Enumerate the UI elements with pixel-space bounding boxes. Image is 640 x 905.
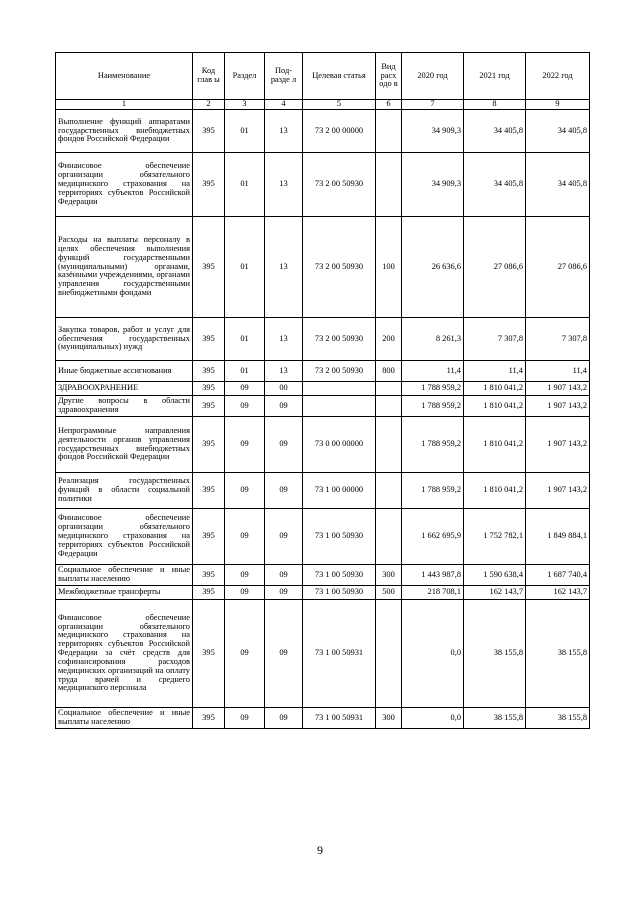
cell-podrazdel: 09 — [265, 586, 303, 600]
cell-name: Финансовое обеспечение организации обязательного медицинского страхования на территориях субъектов Российской Федерации за счёт средств для софинансирования расходов медицинских организаций на оплату труда врачей и среднего медицинского персонала — [56, 600, 193, 708]
cell-2022: 34 405,8 — [526, 110, 590, 153]
cell-podrazdel: 13 — [265, 217, 303, 318]
cell-expense-type — [376, 396, 402, 417]
cell-razdel: 09 — [225, 396, 265, 417]
cell-2022: 1 687 740,4 — [526, 565, 590, 586]
cell-glava: 395 — [193, 586, 225, 600]
cell-name: Иные бюджетные ассигнования — [56, 361, 193, 382]
cell-2022: 34 405,8 — [526, 153, 590, 217]
cell-razdel: 09 — [225, 382, 265, 396]
cell-2020: 1 443 987,8 — [402, 565, 464, 586]
cell-2020: 8 261,3 — [402, 318, 464, 361]
table-row — [56, 396, 590, 417]
cell-2020: 1 788 959,2 — [402, 417, 464, 473]
cell-2022: 162 143,7 — [526, 586, 590, 600]
cell-2021: 34 405,8 — [464, 153, 526, 217]
column-number: 5 — [303, 100, 376, 110]
cell-target-article: 73 1 00 50930 — [303, 509, 376, 565]
column-number: 1 — [56, 100, 193, 110]
cell-target-article: 73 2 00 50930 — [303, 318, 376, 361]
cell-podrazdel: 09 — [265, 417, 303, 473]
cell-2020: 26 636,6 — [402, 217, 464, 318]
cell-podrazdel: 13 — [265, 153, 303, 217]
cell-razdel: 01 — [225, 318, 265, 361]
cell-razdel: 01 — [225, 110, 265, 153]
cell-2021: 1 810 041,2 — [464, 396, 526, 417]
cell-target-article: 73 2 00 50930 — [303, 153, 376, 217]
column-number: 2 — [193, 100, 225, 110]
column-number: 6 — [376, 100, 402, 110]
table-row — [56, 217, 590, 318]
column-number: 8 — [464, 100, 526, 110]
cell-razdel: 09 — [225, 586, 265, 600]
cell-2021: 1 810 041,2 — [464, 382, 526, 396]
cell-target-article: 73 1 00 00000 — [303, 473, 376, 509]
header-2021: 2021 год — [464, 53, 526, 100]
cell-glava: 395 — [193, 600, 225, 708]
cell-name: Социальное обеспечение и иные выплаты населению — [56, 565, 193, 586]
cell-2021: 34 405,8 — [464, 110, 526, 153]
table-row — [56, 708, 590, 729]
cell-2022: 1 907 143,2 — [526, 473, 590, 509]
cell-target-article: 73 1 00 50931 — [303, 600, 376, 708]
cell-name: Социальное обеспечение и иные выплаты населению — [56, 708, 193, 729]
cell-razdel: 09 — [225, 509, 265, 565]
cell-glava: 395 — [193, 708, 225, 729]
cell-name: Межбюджетные трансферты — [56, 586, 193, 600]
cell-2020: 1 788 959,2 — [402, 396, 464, 417]
table-row — [56, 600, 590, 708]
cell-2021: 1 590 638,4 — [464, 565, 526, 586]
cell-glava: 395 — [193, 318, 225, 361]
cell-glava: 395 — [193, 396, 225, 417]
cell-glava: 395 — [193, 417, 225, 473]
cell-expense-type — [376, 600, 402, 708]
table-row — [56, 110, 590, 153]
cell-2021: 27 086,6 — [464, 217, 526, 318]
cell-razdel: 01 — [225, 361, 265, 382]
column-number: 7 — [402, 100, 464, 110]
header-podrazdel: Под- разде л — [265, 53, 303, 100]
cell-2022: 1 907 143,2 — [526, 396, 590, 417]
cell-glava: 395 — [193, 110, 225, 153]
cell-target-article: 73 1 00 50930 — [303, 565, 376, 586]
cell-2021: 38 155,8 — [464, 708, 526, 729]
cell-expense-type — [376, 382, 402, 396]
cell-target-article: 73 1 00 50931 — [303, 708, 376, 729]
cell-2020: 1 662 695,9 — [402, 509, 464, 565]
cell-name: Другие вопросы в области здравоохранения — [56, 396, 193, 417]
cell-2022: 1 849 884,1 — [526, 509, 590, 565]
cell-expense-type: 100 — [376, 217, 402, 318]
cell-2022: 38 155,8 — [526, 600, 590, 708]
header-row — [56, 53, 590, 100]
cell-target-article: 73 0 00 00000 — [303, 417, 376, 473]
column-number: 9 — [526, 100, 590, 110]
cell-razdel: 09 — [225, 600, 265, 708]
cell-expense-type — [376, 110, 402, 153]
budget-table — [55, 52, 590, 729]
column-number-row — [56, 100, 590, 110]
cell-target-article: 73 1 00 50930 — [303, 586, 376, 600]
cell-2022: 7 307,8 — [526, 318, 590, 361]
cell-podrazdel: 00 — [265, 382, 303, 396]
table-row — [56, 318, 590, 361]
table-row — [56, 473, 590, 509]
table-body — [56, 110, 590, 729]
cell-2021: 1 810 041,2 — [464, 417, 526, 473]
cell-expense-type: 200 — [376, 318, 402, 361]
cell-glava: 395 — [193, 565, 225, 586]
cell-2022: 27 086,6 — [526, 217, 590, 318]
cell-razdel: 09 — [225, 565, 265, 586]
cell-podrazdel: 09 — [265, 708, 303, 729]
cell-expense-type: 300 — [376, 708, 402, 729]
table-row — [56, 153, 590, 217]
table-row — [56, 361, 590, 382]
table-row — [56, 565, 590, 586]
cell-expense-type — [376, 417, 402, 473]
cell-name: ЗДРАВООХРАНЕНИЕ — [56, 382, 193, 396]
header-2020: 2020 год — [402, 53, 464, 100]
header-vid: Вид расх одо в — [376, 53, 402, 100]
cell-expense-type — [376, 153, 402, 217]
cell-podrazdel: 09 — [265, 600, 303, 708]
cell-glava: 395 — [193, 382, 225, 396]
cell-glava: 395 — [193, 509, 225, 565]
header-statya: Целевая статья — [303, 53, 376, 100]
cell-razdel: 01 — [225, 217, 265, 318]
cell-2021: 7 307,8 — [464, 318, 526, 361]
cell-2022: 1 907 143,2 — [526, 382, 590, 396]
cell-razdel: 09 — [225, 417, 265, 473]
cell-2020: 34 909,3 — [402, 153, 464, 217]
cell-podrazdel: 13 — [265, 318, 303, 361]
cell-target-article — [303, 396, 376, 417]
cell-podrazdel: 13 — [265, 110, 303, 153]
table-row — [56, 382, 590, 396]
cell-name: Реализация государственных функций в области социальной политики — [56, 473, 193, 509]
cell-2020: 0,0 — [402, 600, 464, 708]
cell-expense-type: 500 — [376, 586, 402, 600]
cell-2021: 1 810 041,2 — [464, 473, 526, 509]
cell-2022: 1 907 143,2 — [526, 417, 590, 473]
cell-glava: 395 — [193, 361, 225, 382]
cell-name: Выполнение функций аппаратами государственных внебюджетных фондов Российской Федерации — [56, 110, 193, 153]
cell-2020: 0,0 — [402, 708, 464, 729]
cell-glava: 395 — [193, 153, 225, 217]
cell-2022: 11,4 — [526, 361, 590, 382]
cell-glava: 395 — [193, 217, 225, 318]
cell-podrazdel: 09 — [265, 509, 303, 565]
cell-target-article: 73 2 00 50930 — [303, 217, 376, 318]
cell-razdel: 09 — [225, 708, 265, 729]
cell-razdel: 01 — [225, 153, 265, 217]
cell-razdel: 09 — [225, 473, 265, 509]
cell-2021: 11,4 — [464, 361, 526, 382]
cell-target-article: 73 2 00 00000 — [303, 110, 376, 153]
cell-2020: 11,4 — [402, 361, 464, 382]
cell-expense-type: 800 — [376, 361, 402, 382]
cell-glava: 395 — [193, 473, 225, 509]
cell-2020: 1 788 959,2 — [402, 382, 464, 396]
cell-name: Непрограммные направления деятельности органов управления государственных внебюджетных фондов Российской Федерации — [56, 417, 193, 473]
column-number: 4 — [265, 100, 303, 110]
cell-podrazdel: 09 — [265, 565, 303, 586]
cell-expense-type: 300 — [376, 565, 402, 586]
cell-2021: 162 143,7 — [464, 586, 526, 600]
cell-2022: 38 155,8 — [526, 708, 590, 729]
cell-target-article: 73 2 00 50930 — [303, 361, 376, 382]
cell-name: Расходы на выплаты персоналу в целях обеспечения выполнения функций государственными (муниципальными) органами, казёнными учреждениями, органами управления государственными внебюджетными фондами — [56, 217, 193, 318]
header-glava: Код глав ы — [193, 53, 225, 100]
cell-expense-type — [376, 473, 402, 509]
cell-expense-type — [376, 509, 402, 565]
cell-2021: 38 155,8 — [464, 600, 526, 708]
column-number: 3 — [225, 100, 265, 110]
cell-podrazdel: 09 — [265, 473, 303, 509]
header-2022: 2022 год — [526, 53, 590, 100]
table-row — [56, 509, 590, 565]
cell-2021: 1 752 782,1 — [464, 509, 526, 565]
cell-podrazdel: 13 — [265, 361, 303, 382]
cell-target-article — [303, 382, 376, 396]
cell-name: Финансовое обеспечение организации обязательного медицинского страхования на территориях субъектов Российской Федерации — [56, 509, 193, 565]
page-number: 9 — [317, 843, 323, 857]
header-razdel: Раздел — [225, 53, 265, 100]
cell-name: Закупка товаров, работ и услуг для обеспечения государственных (муниципальных) нужд — [56, 318, 193, 361]
header-name: Наименование — [56, 53, 193, 100]
cell-2020: 34 909,3 — [402, 110, 464, 153]
table-row — [56, 586, 590, 600]
cell-podrazdel: 09 — [265, 396, 303, 417]
table-row — [56, 417, 590, 473]
cell-2020: 1 788 959,2 — [402, 473, 464, 509]
cell-2020: 218 708,1 — [402, 586, 464, 600]
cell-name: Финансовое обеспечение организации обязательного медицинского страхования на территориях субъектов Российской Федерации — [56, 153, 193, 217]
